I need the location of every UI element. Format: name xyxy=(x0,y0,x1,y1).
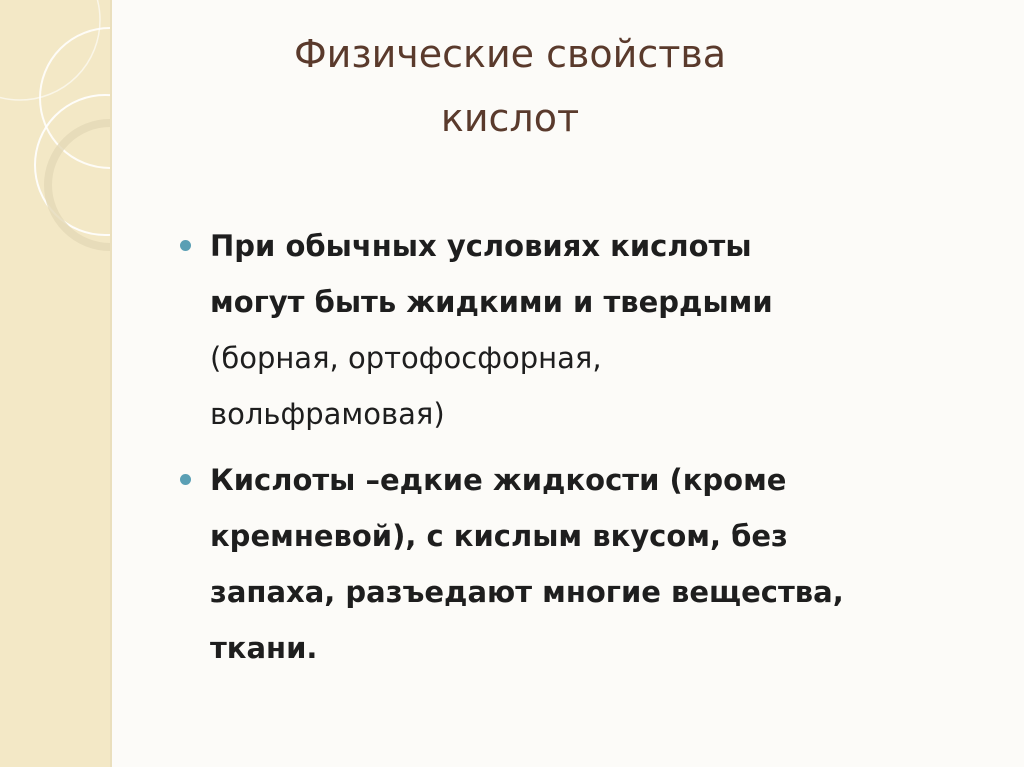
bullet-text-line: вольфрамовая) xyxy=(210,397,445,431)
decorative-side-band xyxy=(0,0,112,767)
slide-title xyxy=(150,22,870,150)
bullet-item-states xyxy=(178,218,978,442)
title-line-2: кислот xyxy=(440,96,580,140)
round-bullet-icon xyxy=(180,474,191,485)
bullet-text-line: кремневой), с кислым вкусом, без xyxy=(210,519,788,553)
title-line-1: Физические свойства xyxy=(293,32,727,76)
bullet-text-line: Кислоты –едкие жидкости (кроме xyxy=(210,463,787,497)
bullet-item-properties xyxy=(178,452,978,676)
bullet-text-line: (борная, ортофосфорная, xyxy=(210,341,602,375)
round-bullet-icon xyxy=(180,240,191,251)
bullet-text-line: могут быть жидкими и твердыми xyxy=(210,285,773,319)
bullet-text-line: При обычных условиях кислоты xyxy=(210,229,752,263)
decorative-circles-icon xyxy=(0,0,110,767)
bullet-text-line: запаха, разъедают многие вещества, xyxy=(210,575,844,609)
bullet-list xyxy=(178,218,978,686)
bullet-text-line: ткани. xyxy=(210,631,318,665)
